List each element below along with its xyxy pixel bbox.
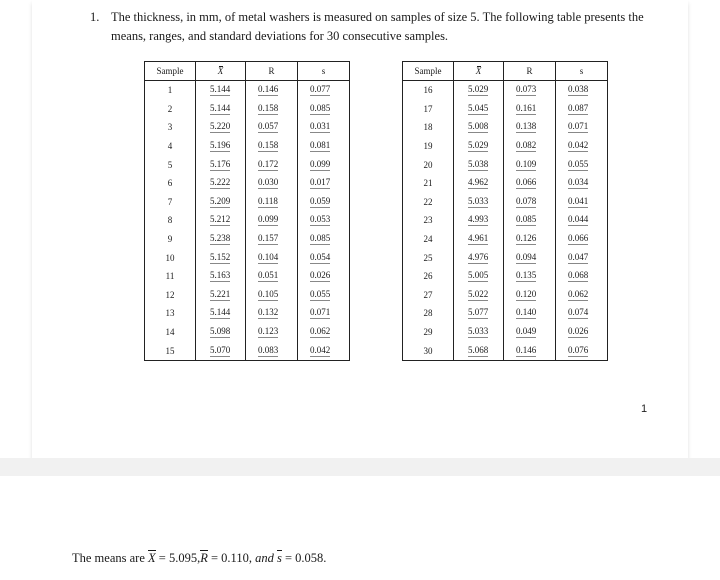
cell-mean-value: 5.220 xyxy=(210,121,231,132)
cell-mean-value: 5.022 xyxy=(468,288,489,299)
cell-range xyxy=(504,230,556,249)
cell-stddev xyxy=(556,341,608,360)
cell-range xyxy=(504,286,556,305)
cell-stddev-value: 0.034 xyxy=(568,177,589,188)
samples-table-right xyxy=(402,61,608,361)
table-row xyxy=(403,155,608,174)
table-row xyxy=(145,137,350,156)
header-xbar xyxy=(454,62,504,81)
cell-stddev-value: 0.076 xyxy=(568,344,589,355)
cell-stddev-value: 0.062 xyxy=(568,288,589,299)
cell-range xyxy=(504,267,556,286)
cell-mean xyxy=(196,211,246,230)
page-number: 1 xyxy=(641,403,648,415)
cell-sample-value: 14 xyxy=(165,327,175,338)
cell-mean-value: 5.029 xyxy=(468,84,489,95)
cell-range xyxy=(246,100,298,119)
cell-range-value: 0.132 xyxy=(258,307,279,318)
cell-sample-value: 5 xyxy=(167,159,173,170)
cell-mean xyxy=(454,174,504,193)
cell-range xyxy=(504,137,556,156)
cell-sample-value: 18 xyxy=(423,122,433,133)
cell-sample-value: 7 xyxy=(167,196,173,207)
cell-stddev-value: 0.068 xyxy=(568,270,589,281)
cell-stddev xyxy=(556,230,608,249)
cell-sample-value: 19 xyxy=(423,141,433,152)
summary-and: and xyxy=(251,551,277,565)
cell-mean-value: 5.008 xyxy=(468,121,489,132)
table-row xyxy=(145,155,350,174)
cell-stddev-value: 0.062 xyxy=(310,326,331,337)
cell-mean-value: 5.144 xyxy=(210,84,231,95)
cell-stddev-value: 0.059 xyxy=(310,195,331,206)
cell-sample-value: 24 xyxy=(423,234,433,245)
cell-stddev-value: 0.042 xyxy=(310,344,331,355)
cell-stddev-value: 0.017 xyxy=(310,177,331,188)
table-row xyxy=(145,100,350,119)
cell-sample xyxy=(145,230,196,249)
cell-mean-value: 4.976 xyxy=(468,251,489,262)
cell-sample xyxy=(403,118,454,137)
cell-sample xyxy=(145,323,196,342)
cell-stddev xyxy=(298,341,350,360)
cell-range xyxy=(504,155,556,174)
cell-sample-value: 13 xyxy=(165,308,175,319)
cell-mean xyxy=(454,304,504,323)
cell-sample xyxy=(403,304,454,323)
cell-sample-value: 9 xyxy=(167,234,173,245)
cell-mean-value: 5.144 xyxy=(210,102,231,113)
cell-mean-value: 4.962 xyxy=(468,177,489,188)
table-row xyxy=(145,174,350,193)
cell-mean-value: 5.238 xyxy=(210,233,231,244)
cell-range-value: 0.138 xyxy=(516,121,537,132)
cell-stddev-value: 0.041 xyxy=(568,195,589,206)
table-row xyxy=(145,304,350,323)
table-row xyxy=(403,267,608,286)
cell-range xyxy=(246,81,298,100)
cell-mean-value: 5.176 xyxy=(210,158,231,169)
problem-number: 1. xyxy=(90,10,100,24)
rbar-symbol: R xyxy=(200,551,208,565)
cell-sample-value: 30 xyxy=(423,345,433,356)
cell-range-value: 0.073 xyxy=(516,84,537,95)
cell-sample-value: 1 xyxy=(167,85,173,96)
cell-mean xyxy=(196,248,246,267)
cell-range-value: 0.082 xyxy=(516,140,537,151)
cell-mean xyxy=(454,118,504,137)
cell-sample xyxy=(403,230,454,249)
cell-mean-value: 5.005 xyxy=(468,270,489,281)
cell-mean xyxy=(196,155,246,174)
cell-stddev-value: 0.071 xyxy=(568,121,589,132)
cell-mean xyxy=(196,137,246,156)
table-header-row xyxy=(145,62,350,81)
cell-range xyxy=(504,323,556,342)
xbar-symbol: X xyxy=(475,66,482,76)
cell-stddev xyxy=(298,155,350,174)
cell-sample xyxy=(145,211,196,230)
cell-stddev xyxy=(298,286,350,305)
cell-stddev xyxy=(556,211,608,230)
header-xbar xyxy=(196,62,246,81)
cell-stddev-value: 0.087 xyxy=(568,102,589,113)
cell-sample xyxy=(145,193,196,212)
header-range: R xyxy=(504,62,556,81)
cell-sample xyxy=(403,174,454,193)
cell-sample xyxy=(403,193,454,212)
table-row xyxy=(145,193,350,212)
table-row xyxy=(403,211,608,230)
cell-range-value: 0.118 xyxy=(258,195,278,206)
cell-mean-value: 5.070 xyxy=(210,344,231,355)
cell-sample-value: 25 xyxy=(423,252,433,263)
cell-range-value: 0.126 xyxy=(516,233,537,244)
cell-sample xyxy=(145,155,196,174)
cell-range xyxy=(504,118,556,137)
cell-sample xyxy=(145,304,196,323)
cell-mean-value: 5.222 xyxy=(210,177,231,188)
cell-sample-value: 26 xyxy=(423,271,433,282)
cell-mean xyxy=(454,155,504,174)
cell-range xyxy=(246,248,298,267)
samples-table-left xyxy=(144,61,350,361)
cell-mean-value: 5.077 xyxy=(468,307,489,318)
xbar-symbol: X xyxy=(217,66,224,76)
cell-stddev-value: 0.077 xyxy=(310,84,331,95)
cell-range-value: 0.030 xyxy=(258,177,279,188)
table-row xyxy=(403,248,608,267)
cell-sample-value: 2 xyxy=(167,103,173,114)
rbar-value: = 0.110, xyxy=(207,551,252,565)
cell-range xyxy=(504,193,556,212)
cell-mean xyxy=(196,174,246,193)
cell-stddev xyxy=(556,193,608,212)
cell-range-value: 0.146 xyxy=(516,344,537,355)
table-row xyxy=(403,137,608,156)
table-row xyxy=(145,81,350,100)
cell-mean-value: 5.152 xyxy=(210,251,231,262)
cell-sample-value: 15 xyxy=(165,345,175,356)
cell-stddev-value: 0.055 xyxy=(568,158,589,169)
table-row xyxy=(403,341,608,360)
cell-range xyxy=(246,230,298,249)
cell-sample xyxy=(403,286,454,305)
cell-range xyxy=(246,341,298,360)
cell-range-value: 0.146 xyxy=(258,84,279,95)
cell-sample xyxy=(403,248,454,267)
cell-sample xyxy=(145,341,196,360)
cell-stddev-value: 0.031 xyxy=(310,121,331,132)
header-range: R xyxy=(246,62,298,81)
cell-stddev-value: 0.044 xyxy=(568,214,589,225)
header-stddev: s xyxy=(298,62,350,81)
page-gap xyxy=(0,458,720,476)
table-row xyxy=(403,323,608,342)
cell-stddev xyxy=(298,211,350,230)
cell-sample-value: 23 xyxy=(423,215,433,226)
table-row xyxy=(403,174,608,193)
cell-range xyxy=(246,155,298,174)
cell-range xyxy=(246,193,298,212)
cell-mean-value: 5.045 xyxy=(468,102,489,113)
cell-sample xyxy=(145,267,196,286)
cell-range-value: 0.066 xyxy=(516,177,537,188)
cell-sample-value: 16 xyxy=(423,85,433,96)
summary-prefix: The means are xyxy=(72,551,149,565)
cell-range xyxy=(246,304,298,323)
cell-mean-value: 5.209 xyxy=(210,195,231,206)
xbar-bar-symbol: X xyxy=(148,551,156,565)
cell-stddev xyxy=(298,174,350,193)
cell-range-value: 0.083 xyxy=(258,344,279,355)
cell-sample xyxy=(403,81,454,100)
table-row xyxy=(145,211,350,230)
cell-stddev xyxy=(556,174,608,193)
cell-stddev-value: 0.081 xyxy=(310,140,331,151)
cell-sample xyxy=(145,118,196,137)
cell-stddev xyxy=(298,118,350,137)
cell-stddev xyxy=(298,267,350,286)
cell-sample xyxy=(403,341,454,360)
table-row xyxy=(403,118,608,137)
cell-stddev-value: 0.055 xyxy=(310,288,331,299)
cell-mean-value: 5.068 xyxy=(468,344,489,355)
cell-mean xyxy=(454,323,504,342)
cell-range-value: 0.078 xyxy=(516,195,537,206)
cell-mean xyxy=(454,81,504,100)
cell-sample-value: 11 xyxy=(165,271,175,282)
cell-mean xyxy=(196,81,246,100)
cell-mean xyxy=(454,211,504,230)
problem-statement xyxy=(90,8,650,46)
cell-range-value: 0.105 xyxy=(258,288,279,299)
cell-sample xyxy=(403,211,454,230)
cell-mean-value: 4.993 xyxy=(468,214,489,225)
cell-mean-value: 5.221 xyxy=(210,288,231,299)
cell-range-value: 0.120 xyxy=(516,288,537,299)
cell-sample-value: 20 xyxy=(423,159,433,170)
cell-stddev-value: 0.047 xyxy=(568,251,589,262)
table-row xyxy=(145,248,350,267)
cell-sample-value: 10 xyxy=(165,252,175,263)
cell-sample-value: 17 xyxy=(423,103,433,114)
cell-stddev-value: 0.026 xyxy=(310,270,331,281)
cell-range-value: 0.135 xyxy=(516,270,537,281)
cell-sample-value: 4 xyxy=(167,141,173,152)
cell-stddev-value: 0.066 xyxy=(568,233,589,244)
cell-stddev-value: 0.054 xyxy=(310,251,331,262)
cell-range xyxy=(504,174,556,193)
cell-stddev xyxy=(556,304,608,323)
table-row xyxy=(145,323,350,342)
table-header-row xyxy=(403,62,608,81)
cell-mean xyxy=(454,137,504,156)
cell-sample-value: 27 xyxy=(423,289,433,300)
cell-range xyxy=(504,248,556,267)
cell-sample xyxy=(145,81,196,100)
cell-mean xyxy=(196,230,246,249)
cell-stddev xyxy=(556,100,608,119)
cell-stddev-value: 0.053 xyxy=(310,214,331,225)
cell-stddev xyxy=(298,304,350,323)
cell-range xyxy=(504,341,556,360)
cell-range-value: 0.099 xyxy=(258,214,279,225)
cell-range-value: 0.094 xyxy=(516,251,537,262)
cell-mean-value: 5.196 xyxy=(210,140,231,151)
cell-mean xyxy=(196,286,246,305)
sbar-value: = 0.058. xyxy=(281,551,327,565)
cell-range xyxy=(504,81,556,100)
cell-stddev xyxy=(556,267,608,286)
header-stddev: s xyxy=(556,62,608,81)
cell-mean-value: 5.144 xyxy=(210,307,231,318)
cell-sample xyxy=(145,248,196,267)
cell-sample xyxy=(145,286,196,305)
cell-sample xyxy=(403,267,454,286)
cell-range-value: 0.057 xyxy=(258,121,279,132)
cell-mean-value: 5.033 xyxy=(468,326,489,337)
cell-stddev xyxy=(298,248,350,267)
table-row xyxy=(403,193,608,212)
cell-stddev-value: 0.074 xyxy=(568,307,589,318)
cell-mean-value: 5.212 xyxy=(210,214,231,225)
table-row xyxy=(145,230,350,249)
cell-stddev-value: 0.026 xyxy=(568,326,589,337)
table-row xyxy=(145,341,350,360)
means-summary xyxy=(72,551,326,566)
cell-mean-value: 5.029 xyxy=(468,140,489,151)
table-row xyxy=(403,230,608,249)
cell-stddev-value: 0.099 xyxy=(310,158,331,169)
cell-range-value: 0.157 xyxy=(258,233,279,244)
cell-sample xyxy=(145,100,196,119)
cell-sample-value: 28 xyxy=(423,308,433,319)
cell-stddev xyxy=(556,155,608,174)
sbar-symbol: s xyxy=(276,551,282,565)
cell-mean xyxy=(454,341,504,360)
cell-range-value: 0.049 xyxy=(516,326,537,337)
cell-range xyxy=(246,118,298,137)
cell-mean-value: 5.038 xyxy=(468,158,489,169)
cell-stddev xyxy=(556,118,608,137)
table-row xyxy=(403,100,608,119)
cell-mean xyxy=(196,323,246,342)
xbar-value: = 5.095, xyxy=(155,551,201,565)
cell-sample-value: 12 xyxy=(165,289,175,300)
cell-range-value: 0.104 xyxy=(258,251,279,262)
cell-stddev xyxy=(298,81,350,100)
cell-range xyxy=(246,137,298,156)
table-row xyxy=(403,304,608,323)
cell-stddev-value: 0.085 xyxy=(310,233,331,244)
cell-sample-value: 3 xyxy=(167,122,173,133)
cell-stddev xyxy=(556,81,608,100)
cell-mean xyxy=(196,304,246,323)
cell-stddev xyxy=(298,193,350,212)
cell-mean xyxy=(454,286,504,305)
cell-sample-value: 21 xyxy=(423,178,433,189)
cell-stddev xyxy=(556,137,608,156)
table-row xyxy=(403,286,608,305)
cell-sample xyxy=(145,174,196,193)
table-row xyxy=(145,286,350,305)
cell-sample xyxy=(403,155,454,174)
cell-mean xyxy=(454,267,504,286)
cell-stddev xyxy=(556,286,608,305)
cell-mean-value: 5.033 xyxy=(468,195,489,206)
cell-sample-value: 22 xyxy=(423,196,433,207)
cell-range xyxy=(246,323,298,342)
cell-range xyxy=(504,100,556,119)
cell-stddev xyxy=(556,323,608,342)
cell-mean-value: 5.163 xyxy=(210,270,231,281)
problem-text: The thickness, in mm, of metal washers is measured on samples of size 5. The following table presents the means, ranges, and standard deviations for 30 consecutive samples. xyxy=(111,10,644,43)
cell-range-value: 0.140 xyxy=(516,307,537,318)
header-sample: Sample xyxy=(403,62,454,81)
cell-mean xyxy=(454,193,504,212)
cell-mean-value: 5.098 xyxy=(210,326,231,337)
cell-range-value: 0.109 xyxy=(516,158,537,169)
cell-stddev-value: 0.085 xyxy=(310,102,331,113)
cell-mean xyxy=(196,193,246,212)
cell-range-value: 0.051 xyxy=(258,270,279,281)
cell-range-value: 0.085 xyxy=(516,214,537,225)
cell-sample xyxy=(403,323,454,342)
cell-stddev xyxy=(298,100,350,119)
cell-range xyxy=(246,267,298,286)
cell-stddev xyxy=(298,230,350,249)
cell-mean-value: 4.961 xyxy=(468,233,489,244)
cell-range xyxy=(246,286,298,305)
cell-sample-value: 8 xyxy=(167,215,173,226)
table-row xyxy=(145,118,350,137)
cell-sample-value: 29 xyxy=(423,327,433,338)
cell-mean xyxy=(196,267,246,286)
cell-range-value: 0.123 xyxy=(258,326,279,337)
cell-sample-value: 6 xyxy=(167,178,173,189)
cell-mean xyxy=(196,341,246,360)
cell-range xyxy=(246,174,298,193)
cell-stddev xyxy=(556,248,608,267)
cell-stddev-value: 0.071 xyxy=(310,307,331,318)
table-row xyxy=(403,81,608,100)
cell-stddev xyxy=(298,137,350,156)
cell-stddev-value: 0.042 xyxy=(568,140,589,151)
cell-range-value: 0.158 xyxy=(258,102,279,113)
cell-mean xyxy=(454,230,504,249)
cell-range xyxy=(504,211,556,230)
cell-sample xyxy=(145,137,196,156)
cell-mean xyxy=(454,100,504,119)
cell-mean xyxy=(454,248,504,267)
cell-mean xyxy=(196,100,246,119)
cell-stddev xyxy=(298,323,350,342)
cell-range xyxy=(246,211,298,230)
cell-range xyxy=(504,304,556,323)
cell-sample xyxy=(403,137,454,156)
cell-range-value: 0.161 xyxy=(516,102,537,113)
cell-mean xyxy=(196,118,246,137)
header-sample: Sample xyxy=(145,62,196,81)
cell-stddev-value: 0.038 xyxy=(568,84,589,95)
cell-range-value: 0.158 xyxy=(258,140,279,151)
table-row xyxy=(145,267,350,286)
cell-range-value: 0.172 xyxy=(258,158,279,169)
cell-sample xyxy=(403,100,454,119)
